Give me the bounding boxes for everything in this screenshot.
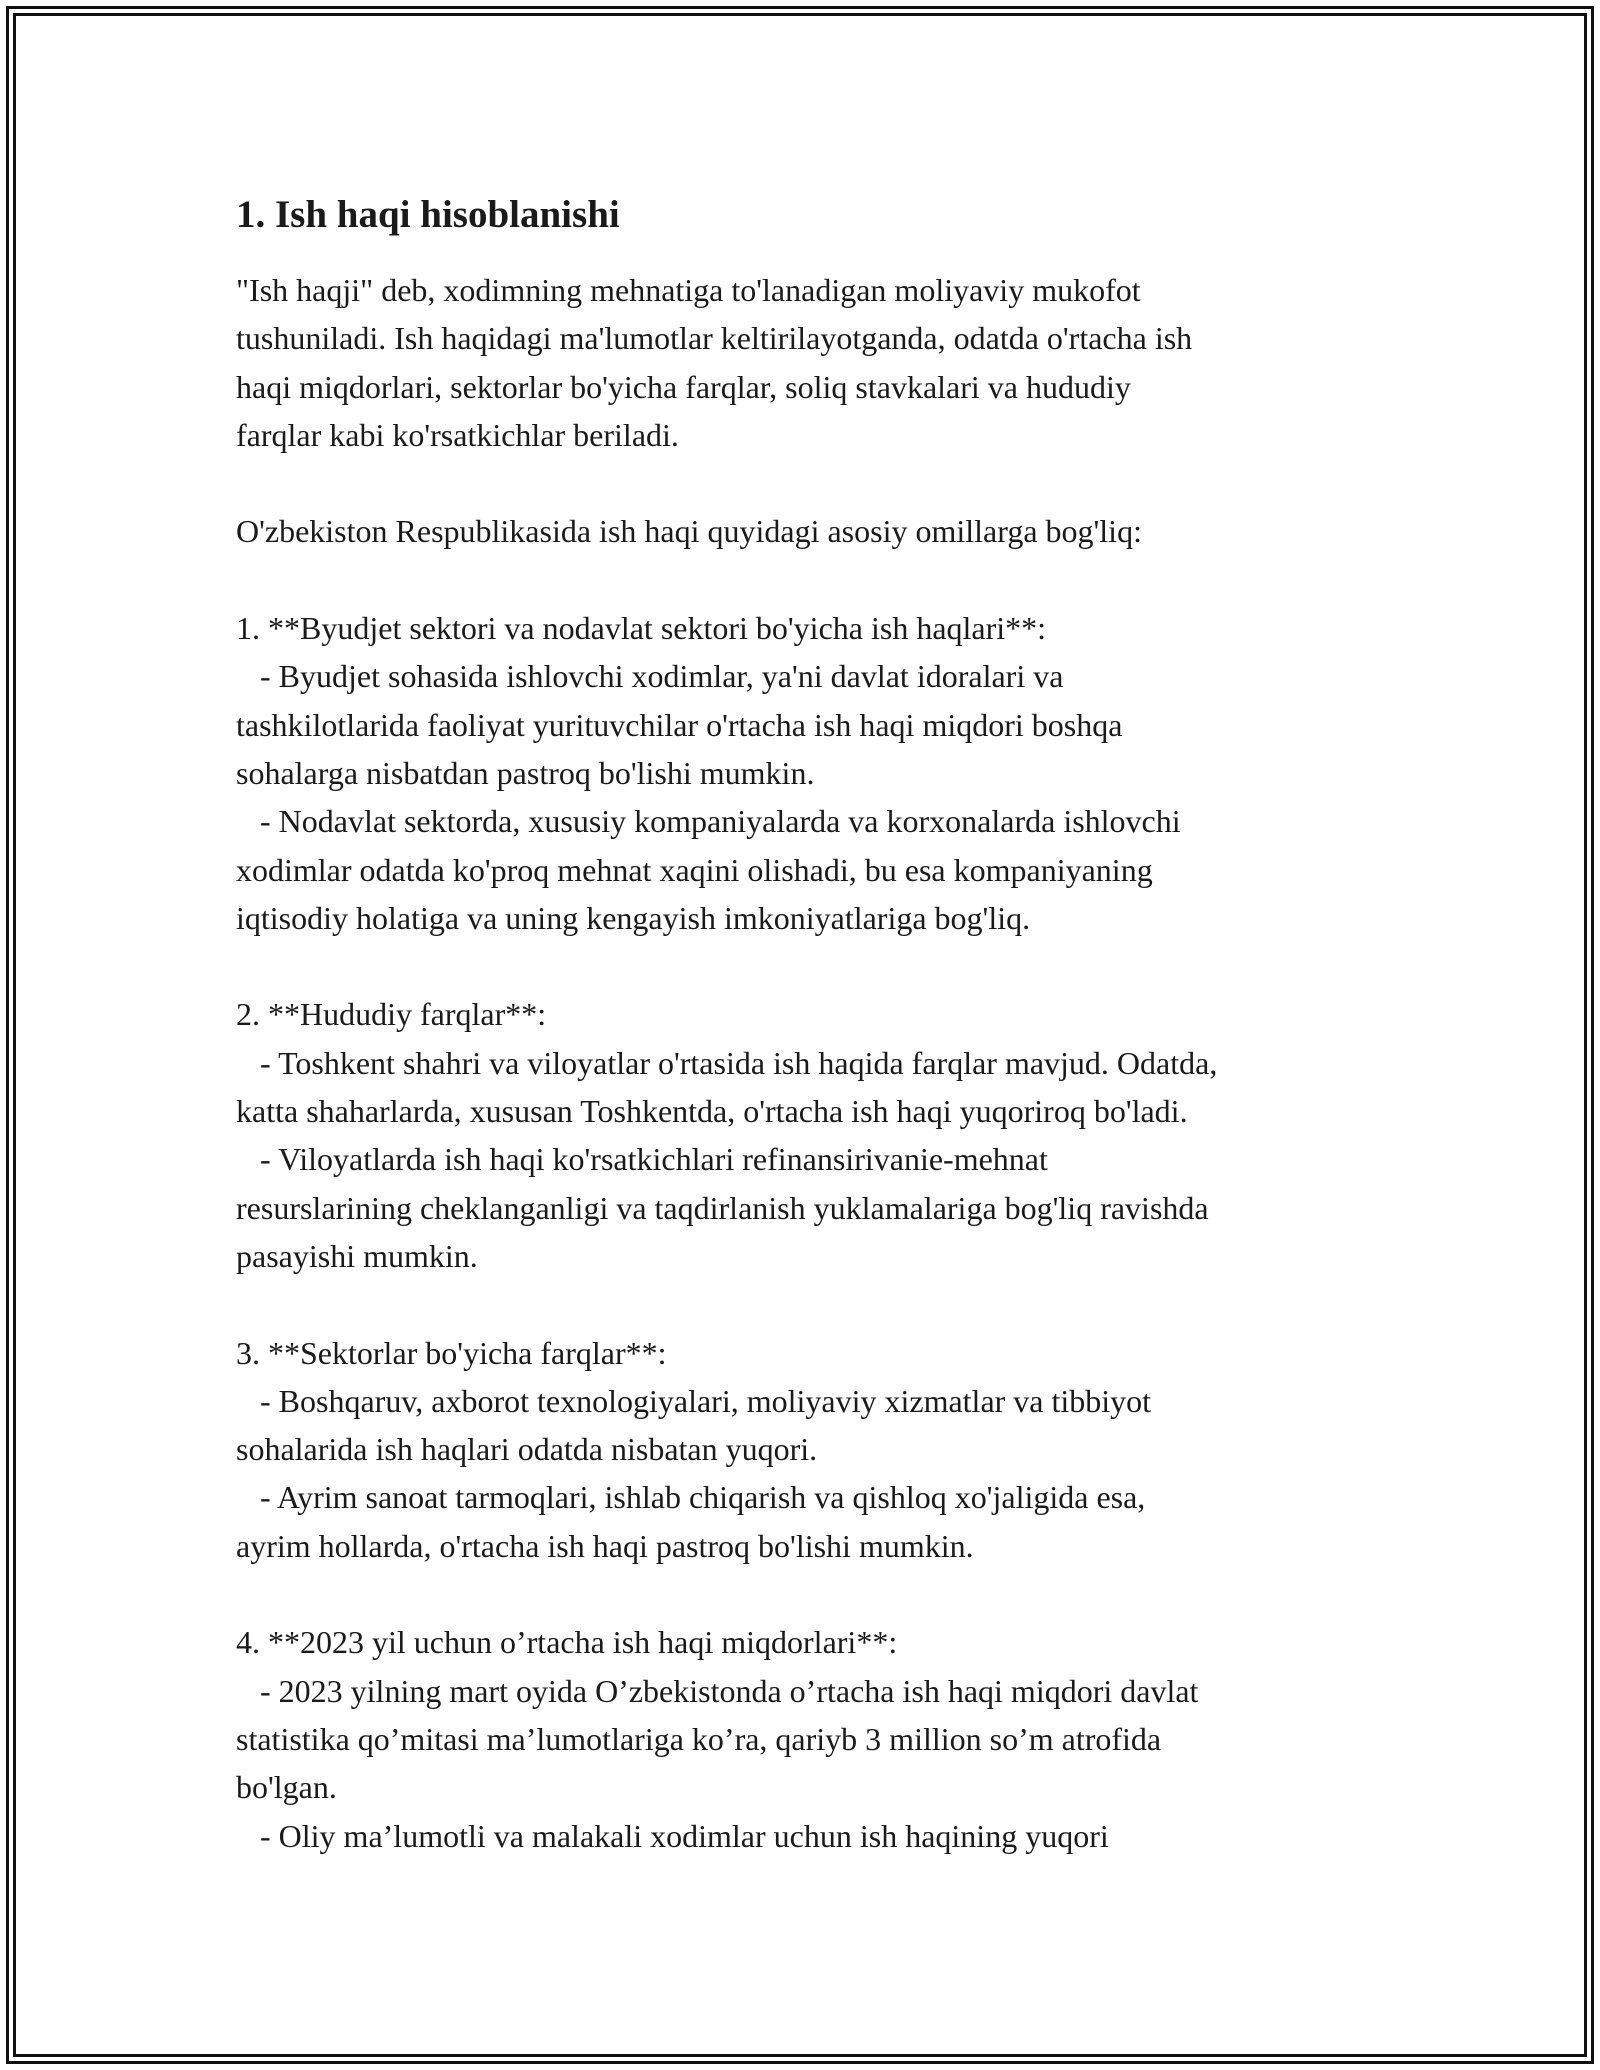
- paragraph-factors-lead: O'zbekiston Respublikasida ish haqi quyidagi asosiy omillarga bog'liq:: [236, 513, 1142, 550]
- document-title: 1. Ish haqi hisoblanishi: [236, 193, 620, 236]
- list-item-regional-differences: 2. **Hududiy farqlar**: - Toshkent shahri va viloyatlar o'rtasida ish haqida farqlar mavjud. Odatda, katta shaharlarda, xususan Toshkentda, o'rtacha ish haqi yuqoriroq bo'ladi. - Viloyatlarda ish haqi ko'rsatkichlari refinansirivanie-mehnat resurslarining cheklanganligi va taqdirlanish yuklamalariga bog'liq ravishda pasayishi mumkin.: [236, 996, 1218, 1274]
- list-item-budget-sector: 1. **Byudjet sektori va nodavlat sektori bo'yicha ish haqlari**: - Byudjet sohasida ishlovchi xodimlar, ya'ni davlat idoralari va tashkilotlarida faoliyat yurituvchilar o'rtacha ish haqi miqdori boshqa sohalarga nisbatdan pastroq bo'lishi mumkin. - Nodavlat sektorda, xususiy kompaniyalarda va korxonalarda ishlovchi xodimlar odatda ko'proq mehnat xaqini olishadi, bu esa kompaniyaning iqtisodiy holatiga va uning kengayish imkoniyatlariga bog'liq.: [236, 610, 1181, 936]
- paragraph-spacer: [236, 459, 1386, 507]
- document-body: [236, 188, 1386, 1860]
- paragraph-intro: "Ish haqji" deb, xodimning mehnatiga to'lanadigan moliyaviy mukofot tushuniladi. Ish haqidagi ma'lumotlar keltirilayotganda, odatda o'rtacha ish haqi miqdorlari, sektorlar bo'yicha farqlar, soliq stavkalari va hududiy farqlar kabi ko'rsatkichlar beriladi.: [236, 272, 1193, 453]
- paragraph-spacer: [236, 1570, 1386, 1618]
- list-item-sector-differences: 3. **Sektorlar bo'yicha farqlar**: - Boshqaruv, axborot texnologiyalari, moliyaviy xizmatlar va tibbiyot sohalarida ish haqlari odatda nisbatan yuqori. - Ayrim sanoat tarmoqlari, ishlab chiqarish va qishloq xo'jaligida esa, ayrim hollarda, o'rtacha ish haqi pastroq bo'lishi mumkin.: [236, 1334, 1152, 1564]
- paragraph-spacer: [236, 556, 1386, 604]
- paragraph-spacer: [236, 942, 1386, 990]
- paragraph-spacer: [236, 1280, 1386, 1328]
- list-item-2023-averages: 4. **2023 yil uchun o’rtacha ish haqi miqdorlari**: - 2023 yilning mart oyida O’zbekistonda o’rtacha ish haqi miqdori davlat statistika qo’mitasi ma’lumotlariga ko’ra, qariyb 3 million so’m atrofida bo'lgan. - Oliy ma’lumotli va malakali xodimlar uchun ish haqining yuqori: [236, 1624, 1199, 1854]
